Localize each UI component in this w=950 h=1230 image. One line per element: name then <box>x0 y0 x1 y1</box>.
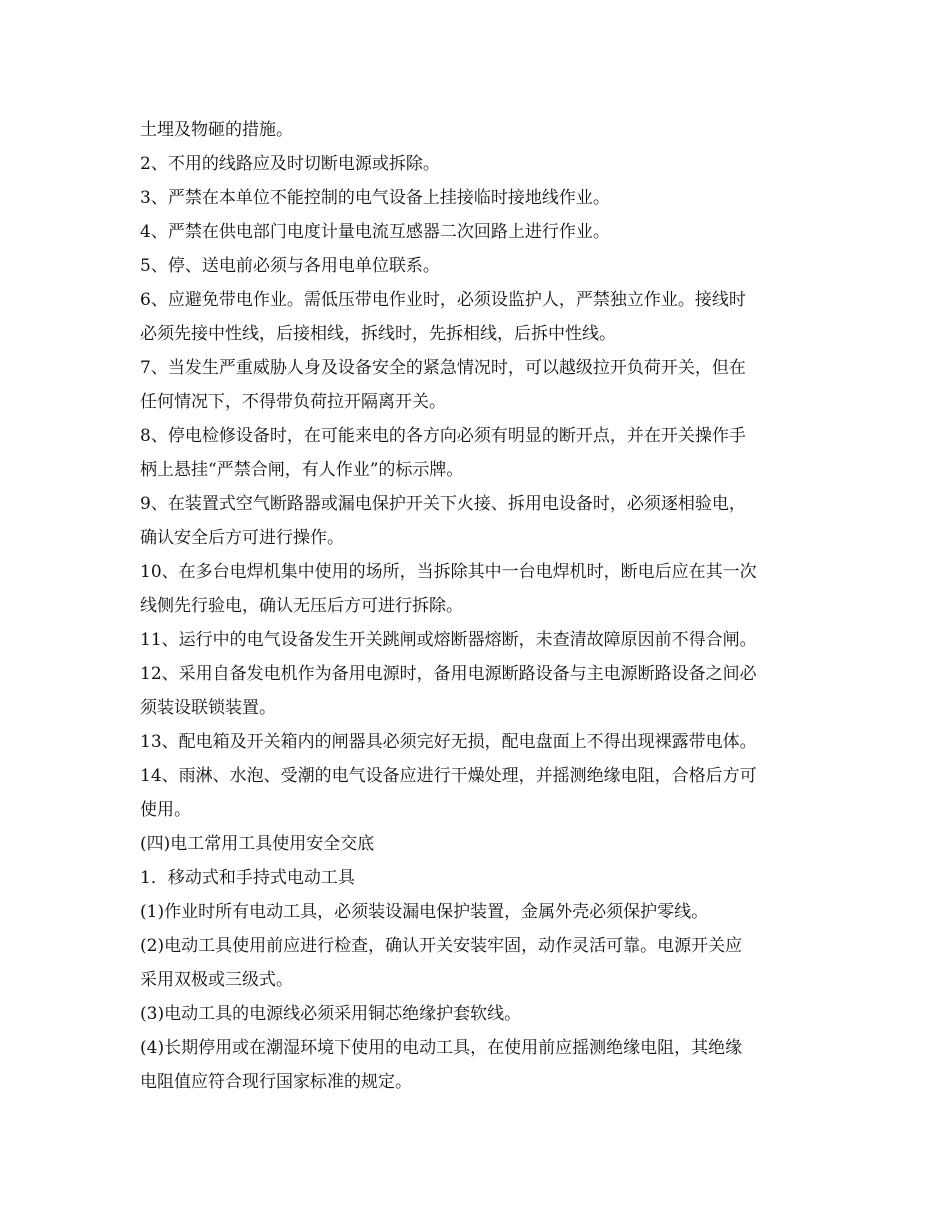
subsection-heading: 1．移动式和手持式电动工具 <box>140 868 355 888</box>
text-line: 8、停电检修设备时，在可能来电的各方向必须有明显的断开点，并在开关操作手 <box>140 426 746 446</box>
text-line: 11、运行中的电气设备发生开关跳闸或熔断器熔断，未查清故障原因前不得合闸。 <box>140 630 757 650</box>
text-line: 土埋及物砸的措施。 <box>140 120 293 140</box>
text-line: (2)电动工具使用前应进行检查，确认开关安装牢固，动作灵活可靠。电源开关应 <box>140 936 743 956</box>
text-line: 必须先接中性线，后接相线，拆线时，先拆相线，后拆中性线。 <box>140 324 616 344</box>
text-line: 4、严禁在供电部门电度计量电流互感器二次回路上进行作业。 <box>140 222 610 242</box>
text-line: 12、采用自备发电机作为备用电源时，备用电源断路设备与主电源断路设备之间必 <box>140 664 757 684</box>
text-line: 使用。 <box>140 800 191 820</box>
text-line: 2、不用的线路应及时切断电源或拆除。 <box>140 154 440 174</box>
text-line: 采用双极或三级式。 <box>140 970 293 990</box>
text-line: 线侧先行验电，确认无压后方可进行拆除。 <box>140 596 463 616</box>
text-line: (4)长期停用或在潮湿环境下使用的电动工具，在使用前应摇测绝缘电阻，其绝缘 <box>140 1038 743 1058</box>
text-line: 13、配电箱及开关箱内的闸器具必须完好无损，配电盘面上不得出现裸露带电体。 <box>140 732 757 752</box>
text-line: 6、应避免带电作业。需低压带电作业时，必须设监护人，严禁独立作业。接线时 <box>140 290 746 310</box>
text-line: 7、当发生严重威胁人身及设备安全的紧急情况时，可以越级拉开负荷开关，但在 <box>140 358 746 378</box>
text-line: 10、在多台电焊机集中使用的场所，当拆除其中一台电焊机时，断电后应在其一次 <box>140 562 757 582</box>
text-line: 须装设联锁装置。 <box>140 698 276 718</box>
text-line: (3)电动工具的电源线必须采用铜芯绝缘护套软线。 <box>140 1004 522 1024</box>
text-line: 电阻值应符合现行国家标准的规定。 <box>140 1072 412 1092</box>
text-line: (1)作业时所有电动工具，必须装设漏电保护装置，金属外壳必须保护零线。 <box>140 902 709 922</box>
text-line: 柄上悬挂“严禁合闸，有人作业”的标示牌。 <box>140 460 464 480</box>
document-body <box>140 113 815 1099</box>
text-line: 任何情况下，不得带负荷拉开隔离开关。 <box>140 392 446 412</box>
text-line: 5、停、送电前必须与各用电单位联系。 <box>140 256 440 276</box>
text-line: 14、雨淋、水泡、受潮的电气设备应进行干燥处理，并摇测绝缘电阻，合格后方可 <box>140 766 757 786</box>
text-line: 9、在装置式空气断路器或漏电保护开关下火接、拆用电设备时，必须逐相验电， <box>140 494 746 514</box>
text-line: 确认安全后方可进行操作。 <box>140 528 344 548</box>
section-heading: (四)电工常用工具使用安全交底 <box>140 834 375 854</box>
text-line: 3、严禁在本单位不能控制的电气设备上挂接临时接地线作业。 <box>140 188 610 208</box>
